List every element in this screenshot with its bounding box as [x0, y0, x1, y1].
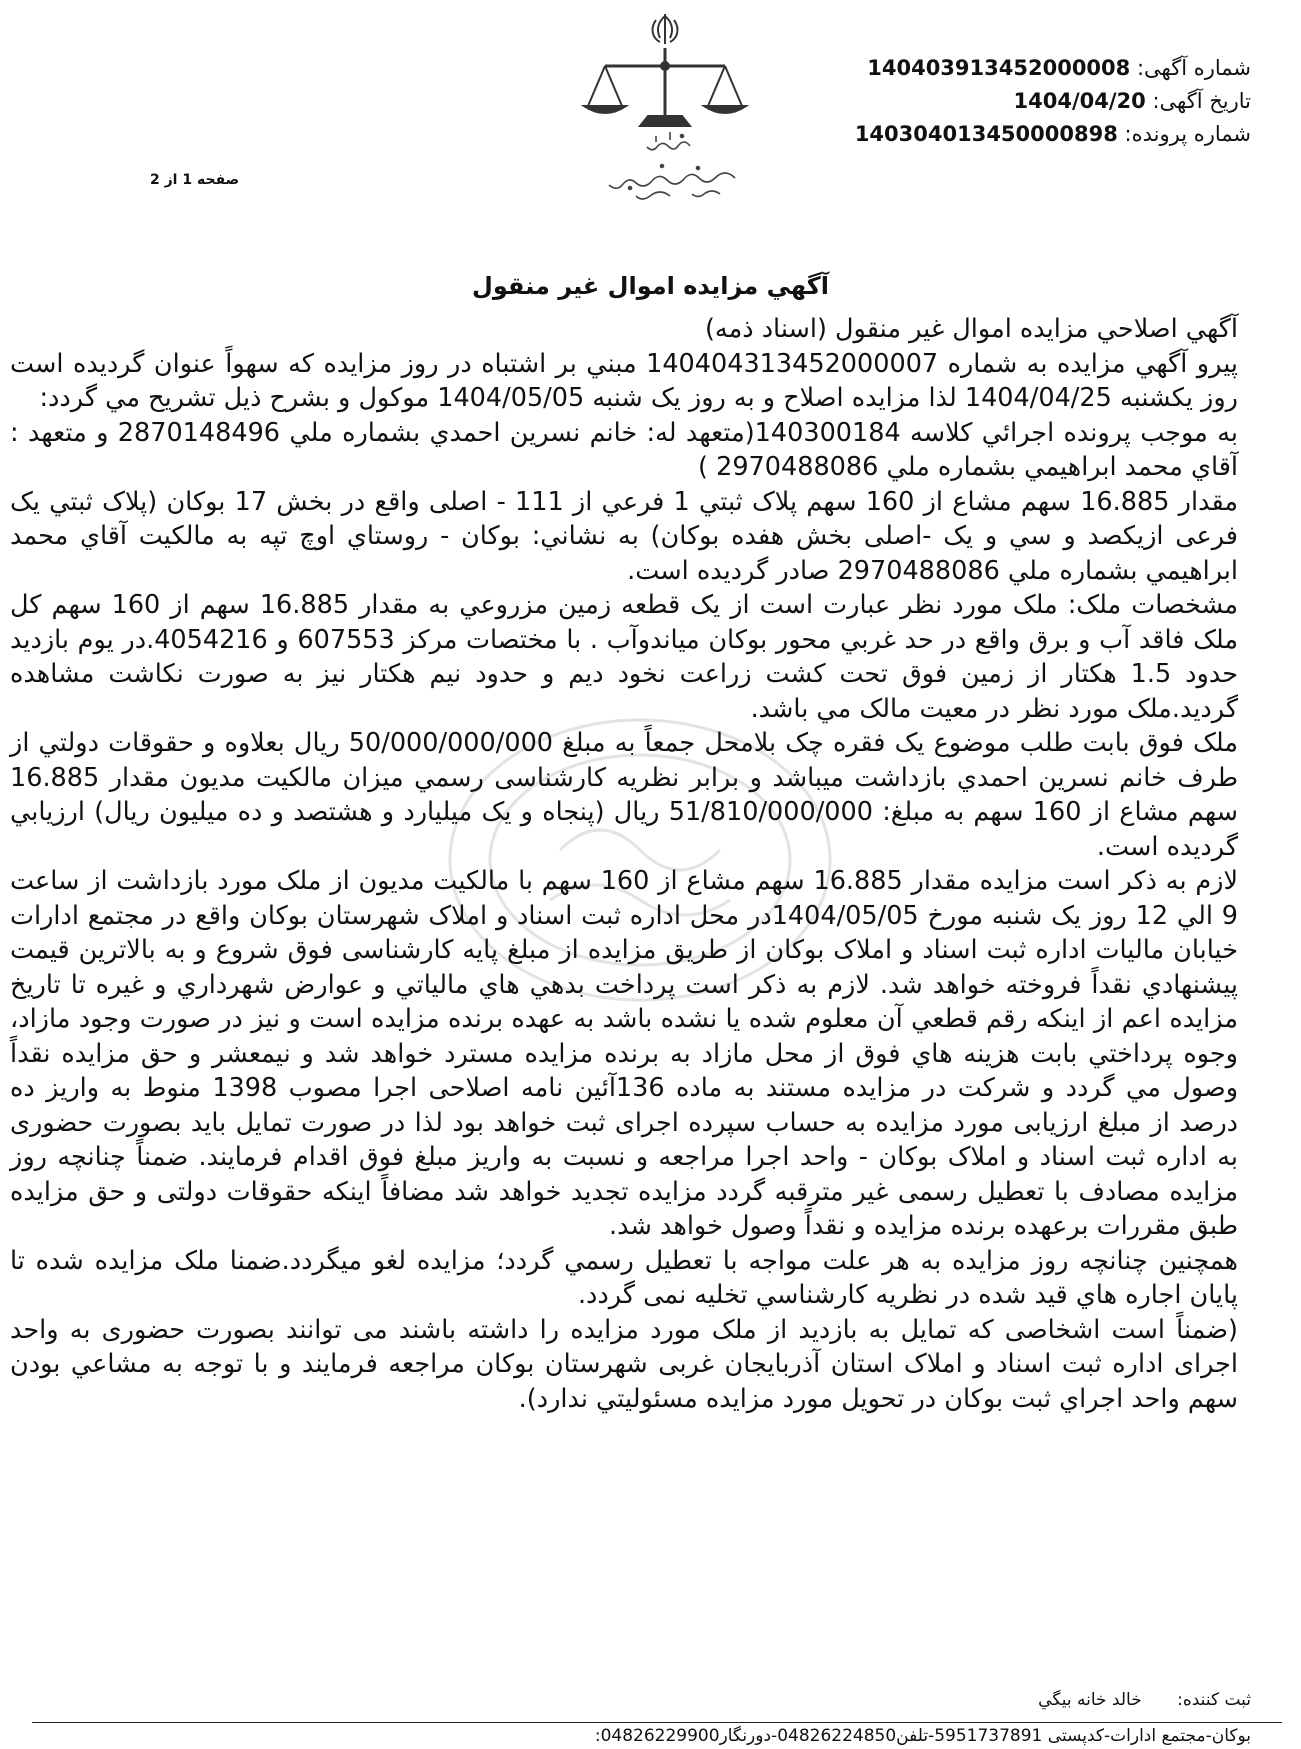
footer-divider: [32, 1722, 1282, 1723]
paragraph-valuation: ملک فوق بابت طلب موضوع یک فقره چک بلامحل جمعاً به مبلغ 50/000/000/000 ريال بعلاوه و حقوقات دولتي از طرف خانم نسرين احمدي بازداشت ميباشد و برابر نظريه كارشناسی رسمي ميزان مالكيت مديون مقدار 16.885 سهم مشاع از 160 سهم به مبلغ: 51/810/000/000 ريال (پنجاه و یک ميليارد و هشتصد و ده ميليون ريال) ارزيابي گرديده است.: [10, 728, 1239, 862]
office-address: بوكان-مجتمع ادارات-كدپستی 5951737891-تلفن04826224850-دورنگار04826229900:: [594, 1726, 1251, 1746]
ad-number-label: شماره آگهی:: [1136, 56, 1251, 80]
ad-number-row: [855, 52, 1251, 85]
paragraph-visit-note: (ضمناً است اشخاصی كه تمايل به بازديد از ملک مورد مزايده را داشته باشند می توانند بصورت حضوری به واحد اجرای اداره ثبت اسناد و املاک استان آذربايجان غربی شهرستان بوكان مراجعه فرمايند و با توجه به مشاعي بودن سهم واحد اجراي ثبت بوكان در تحويل مورد مزايده مسئوليتي ندارد).: [10, 1314, 1238, 1414]
paragraph-correction: پيرو آگهي مزايده به شماره 140404313452000007 مبني بر اشتباه در روز مزايده كه سهواً عنوان گرديده است روز يكشنبه 1404/04/25 لذا مزايده اصلاح و به روز یک شنبه 1404/05/05 موكول و بشرح ذيل تشريح مي گردد:: [10, 348, 1238, 413]
ad-number: 140403913452000008: [867, 56, 1131, 80]
paragraph-property-specs: مشخصات ملک: ملک مورد نظر عبارت است از یک قطعه زمين مزروعي به مقدار 16.885 سهم از 160 سهم كل ملک فاقد آب و برق واقع در حد غربي محور بوكان مياندوآب . با مختصات مركز 607553 و 4054216.در يوم بازديد حدود 1.5 هكتار از زمين فوق تحت كشت زراعت نخود ديم و حدود نيم هكتار نيز به صورت نكاشت مشاهده گرديد.ملک مورد نظر در معيت مالک مي باشد.: [10, 590, 1238, 724]
ad-date: 1404/04/20: [1013, 89, 1146, 113]
judiciary-scales-emblem-icon: [570, 8, 760, 218]
paragraph-case-parties: به موجب پرونده اجرائي كلاسه 140300184(متعهد له: خانم نسرين احمدي بشماره ملي 2870148496 و متعهد : آقاي محمد ابراهيمي بشماره ملي 2970488086 ): [10, 417, 1238, 482]
announcement-body: [10, 312, 1238, 1416]
paragraph-subtitle: آگهي اصلاحي مزايده اموال غير منقول (اسناد ذمه): [704, 314, 1238, 344]
registrar-label: ثبت كننده:: [1177, 1690, 1251, 1710]
case-number-label: شماره پرونده:: [1124, 122, 1251, 146]
page-title: آگهي مزايده اموال غير منقول: [472, 272, 829, 300]
ad-date-row: [855, 85, 1251, 118]
paragraph-property-share: مقدار 16.885 سهم مشاع از 160 سهم پلاک ثبتي 1 فرعي از 111 - اصلی واقع در بخش 17 بوكان (پلاک ثبتي یک فرعی ازیکصد و سي و یک -اصلی بخش هفده بوکان) به نشاني: بوكان - روستاي اوچ تپه به مالكيت آقاي محمد ابراهيمي بشماره ملي 2970488086 صادر گرديده است.: [10, 486, 1239, 586]
paragraph-auction-terms: لازم به ذكر است مزايده مقدار 16.885 سهم مشاع از 160 سهم با مالكيت مديون از ملک مورد بازداشت از ساعت 9 الي 12 روز یک شنبه مورخ 1404/05/05در محل اداره ثبت اسناد و املاک شهرستان بوكان واقع در مجتمع ادارات خيابان ماليات اداره ثبت اسناد و املاک بوكان از طريق مزايده از مبلغ پايه كارشناسی فوق شروع و به بالاترين قيمت پيشنهادي نقداً فروخته خواهد شد. لازم به ذكر است پرداخت بدهي هاي مالياتي و عوارض شهرداري و غيره تا تاريخ مزايده اعم از اينكه رقم قطعي آن معلوم شده يا نشده باشد به عهده برنده مزايده است و نيز در صورت وجود مازاد، وجوه پرداختي بابت هزينه هاي فوق از محل مازاد به برنده مزايده مسترد خواهد شد و نيمعشر و حق مزايده نقداً وصول مي گردد و شركت در مزايده مستند به ماده 136آئين نامه اصلاحی اجرا مصوب 1398 منوط به واريز ده درصد از مبلغ ارزيابی مورد مزايده به حساب سپرده اجرای ثبت خواهد بود لذا در صورت تمايل بايد بصورت حضوری به اداره ثبت اسناد و املاک بوكان - واحد اجرا مراجعه و نسبت به واريز مبلغ فوق اقدام فرمايند. ضمناً چنانچه روز مزايده مصادف با تعطيل رسمی غير مترقبه گردد مزايده تجديد خواهد شد مضافاً اينكه حقوقات دولتی و حق مزايده طبق مقررات برعهده برنده مزايده و نقداً وصول خواهد شد.: [10, 866, 1239, 1241]
registrar-name: خالد خانه بيگي: [1038, 1690, 1142, 1710]
case-number: 140304013450000898: [854, 122, 1118, 146]
registrar-line: [1038, 1690, 1251, 1710]
case-number-row: [855, 118, 1251, 151]
ad-header-info: [855, 52, 1251, 151]
page-indicator: صفحه 1 از 2: [150, 172, 240, 188]
paragraph-holiday-note: همچنين چنانچه روز مزايده به هر علت مواجه با تعطيل رسمي گردد؛ مزايده لغو ميگردد.ضمنا ملک مزايده شده تا پايان اجاره هاي قيد شده در نظريه كارشناسي تخليه نمی گردد.: [10, 1245, 1238, 1310]
ad-date-label: تاریخ آگهی:: [1152, 89, 1251, 113]
